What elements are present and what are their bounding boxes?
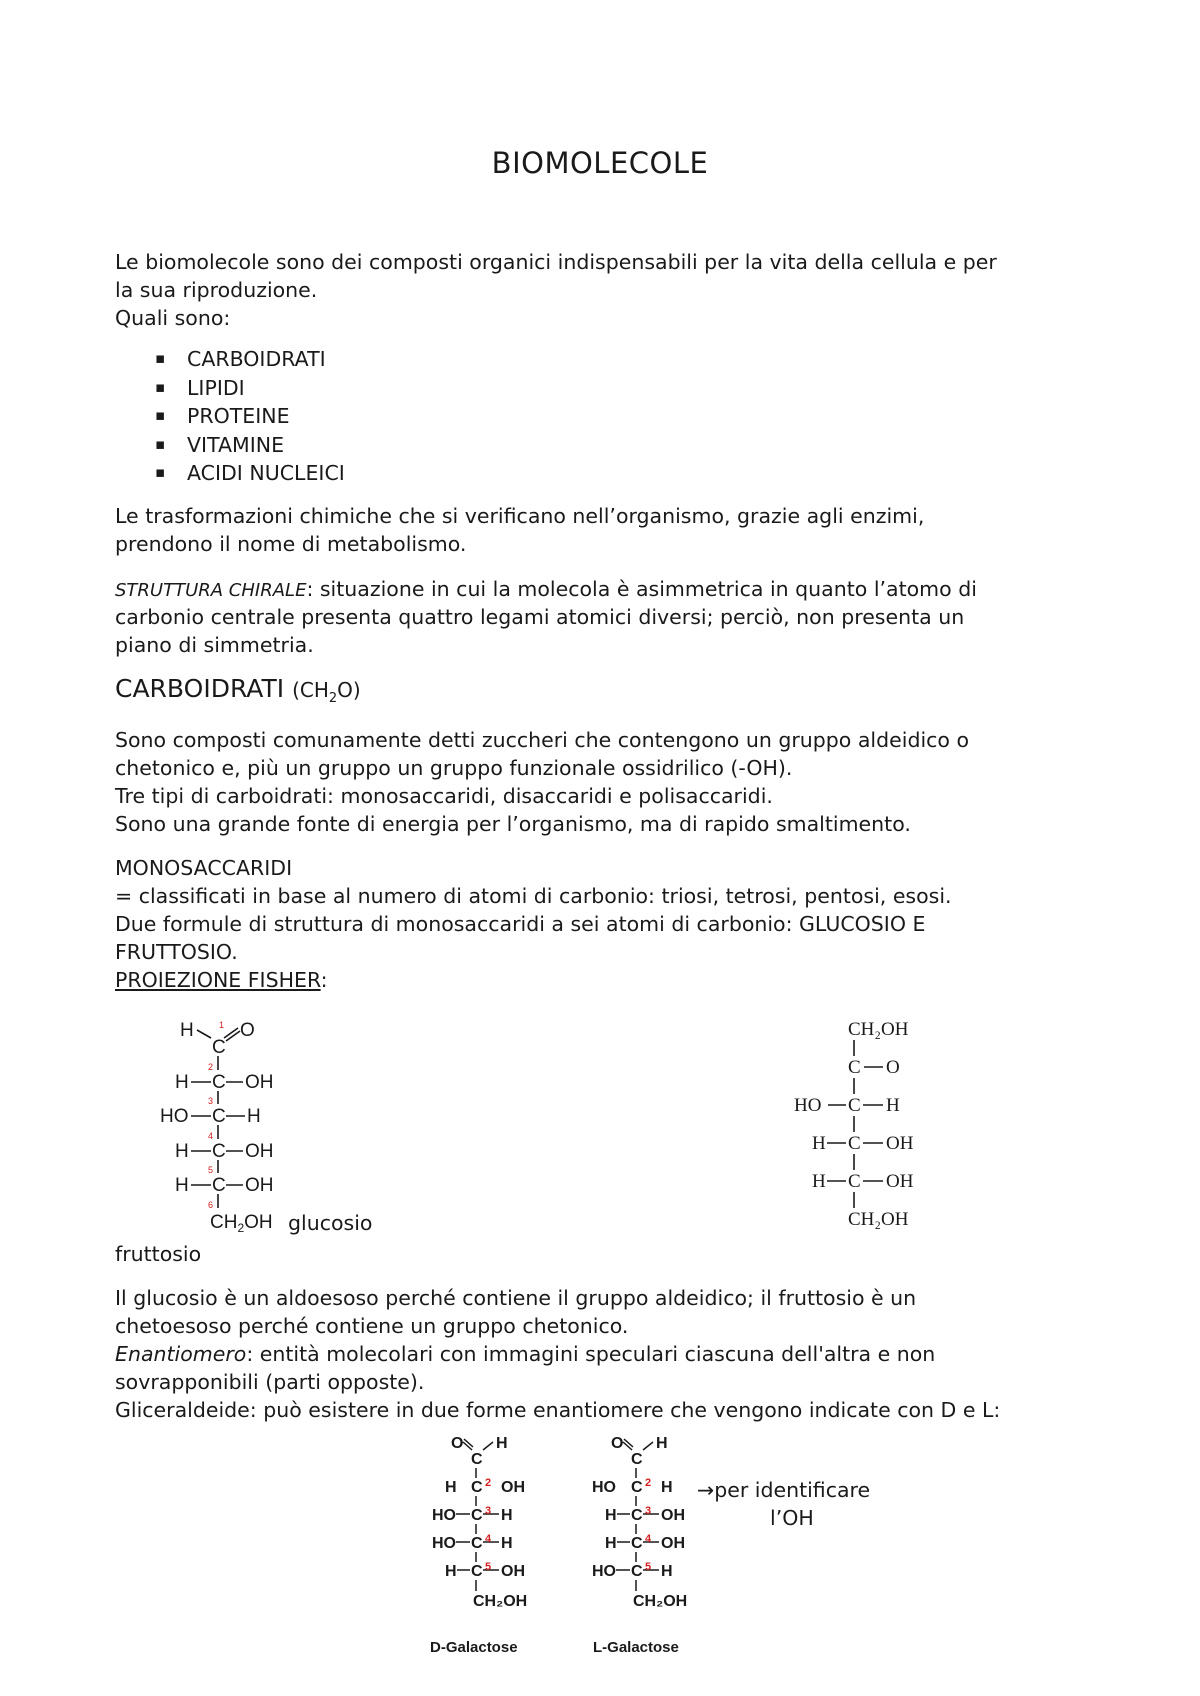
glucose-h4: H xyxy=(175,1141,189,1162)
explain-line-1: Il glucosio è un aldoesoso perché contiene il gruppo aldeidico; il fruttosio è un xyxy=(115,1286,917,1310)
dgal-h5: H xyxy=(445,1563,457,1580)
heading-formula: $(CH_2O)$ xyxy=(292,678,361,706)
dgal-h3: H xyxy=(501,1507,513,1524)
glucose-h3: H xyxy=(247,1106,261,1127)
glucose-h1: H xyxy=(180,1020,194,1041)
dgal-c5: C xyxy=(471,1563,483,1580)
lgal-oh4: OH xyxy=(661,1535,685,1552)
glucose-c3: C xyxy=(212,1106,226,1127)
note-line-1: →per identificare xyxy=(697,1478,871,1502)
lgal-h3: H xyxy=(605,1507,617,1524)
list-item: ▪ VITAMINE xyxy=(155,431,345,460)
glucose-num-5: 5 xyxy=(208,1165,214,1175)
glucose-num-6: 6 xyxy=(208,1200,214,1210)
dgal-num-2: 2 xyxy=(485,1477,492,1489)
lgal-ch2oh: CH₂OH xyxy=(633,1593,688,1610)
enantiomero-label: Enantiomero xyxy=(115,1342,247,1366)
fructose-oh5: OH xyxy=(886,1171,914,1192)
list-item: ▪ ACIDI NUCLEICI xyxy=(155,459,345,488)
dgal-c4: C xyxy=(471,1535,483,1552)
fructose-fisher-projection xyxy=(788,1010,938,1235)
lgal-h4: H xyxy=(605,1535,617,1552)
fisher-label: PROIEZIONE FISHER xyxy=(115,968,321,992)
explain-line-3: Enantiomero: entità molecolari con immagini speculari ciascuna dell'altra e non xyxy=(115,1342,936,1366)
note-line-2: l’OH xyxy=(770,1506,814,1530)
lgal-ho5: HO xyxy=(592,1563,616,1580)
metabolism-line-1: Le trasformazioni chimiche che si verificano nell’organismo, grazie agli enzimi, xyxy=(115,504,925,528)
mono-line-1: MONOSACCARIDI xyxy=(115,856,293,880)
fructose-c5: C xyxy=(848,1171,861,1192)
fructose-label: fruttosio xyxy=(115,1242,202,1266)
list-item: ▪ CARBOIDRATI xyxy=(155,345,345,374)
mono-line-4: FRUTTOSIO. xyxy=(115,940,238,964)
dgal-h1: H xyxy=(496,1435,508,1452)
chirale-label: STRUTTURA CHIRALE xyxy=(115,580,307,601)
dgal-c1: C xyxy=(471,1451,483,1468)
dgal-c2: C xyxy=(471,1479,483,1496)
lgal-oh3: OH xyxy=(661,1507,685,1524)
metabolism-line-2: prendono il nome di metabolismo. xyxy=(115,532,467,556)
biomolecule-list xyxy=(155,345,345,488)
l-galactose-name: L-Galactose xyxy=(593,1639,679,1656)
glucose-oh2: OH xyxy=(245,1072,274,1093)
dgal-ch2oh: CH₂OH xyxy=(473,1593,528,1610)
carbo-line-1: Sono composti comunamente detti zuccheri che contengono un gruppo aldeidico o xyxy=(115,728,970,752)
lgal-num-3: 3 xyxy=(645,1505,652,1517)
glucose-h2: H xyxy=(175,1072,189,1093)
glucose-c5: C xyxy=(212,1175,226,1196)
lgal-o: O xyxy=(611,1435,624,1452)
lgal-c2: C xyxy=(631,1479,643,1496)
fructose-h5: H xyxy=(812,1171,826,1192)
glucose-c4: C xyxy=(212,1141,226,1162)
fructose-oh4: OH xyxy=(886,1133,914,1154)
dgal-num-5: 5 xyxy=(485,1561,492,1573)
list-item: ▪ PROTEINE xyxy=(155,402,345,431)
fructose-ch2oh-bottom: CH₂OH xyxy=(848,1209,909,1230)
page-title: BIOMOLECOLE xyxy=(491,146,709,180)
glucose-c1: C xyxy=(212,1037,226,1058)
glucose-oh5: OH xyxy=(245,1175,274,1196)
dgal-o: O xyxy=(451,1435,464,1452)
arrow-icon: → xyxy=(697,1478,715,1502)
lgal-h1: H xyxy=(656,1435,668,1452)
lgal-c1: C xyxy=(631,1451,643,1468)
fructose-c2: C xyxy=(848,1057,861,1078)
chirale-text: : situazione in cui la molecola è asimmetrica in quanto l’atomo di xyxy=(306,577,977,601)
lgal-num-4: 4 xyxy=(645,1533,652,1545)
dgal-ho4: HO xyxy=(432,1535,456,1552)
lgal-h5: H xyxy=(661,1563,673,1580)
chirale-line-3: piano di simmetria. xyxy=(115,633,314,657)
intro-line-1: Le biomolecole sono dei composti organici indispensabili per la vita della cellula e per xyxy=(115,250,997,274)
mono-line-3: Due formule di struttura di monosaccaridi a sei atomi di carbonio: GLUCOSIO E xyxy=(115,912,926,936)
chirale-line-1 xyxy=(115,575,977,605)
dgal-num-3: 3 xyxy=(485,1505,492,1517)
glucose-num-3: 3 xyxy=(208,1096,214,1106)
lgal-ho2: HO xyxy=(592,1479,616,1496)
chirale-line-2: carbonio centrale presenta quattro legami atomici diversi; perciò, non presenta un xyxy=(115,605,965,629)
explain-line-4: sovrapponibili (parti opposte). xyxy=(115,1370,425,1394)
l-galactose-diagram xyxy=(585,1428,705,1660)
glucose-fisher-projection xyxy=(150,1008,300,1238)
glucose-ho3: HO xyxy=(160,1106,189,1127)
glucose-ch2oh: $CH_2OH$ xyxy=(210,1212,273,1235)
glucose-o1: O xyxy=(240,1020,255,1041)
lgal-c3: C xyxy=(631,1507,643,1524)
glucose-c2: C xyxy=(212,1072,226,1093)
glucose-num-4: 4 xyxy=(208,1131,214,1141)
mono-line-2: = classificati in base al numero di atomi di carbonio: triosi, tetrosi, pentosi, esosi. xyxy=(115,884,952,908)
lgal-num-5: 5 xyxy=(645,1561,652,1573)
glucose-num-2: 2 xyxy=(208,1062,214,1072)
fructose-h3: H xyxy=(886,1095,900,1116)
dgal-oh5: OH xyxy=(501,1563,525,1580)
dgal-h4: H xyxy=(501,1535,513,1552)
carbo-line-2: chetonico e, più un gruppo un gruppo funzionale ossidrilico (-OH). xyxy=(115,756,793,780)
fructose-h4: H xyxy=(812,1133,826,1154)
d-galactose-diagram xyxy=(425,1428,545,1660)
lgal-h2: H xyxy=(661,1479,673,1496)
explain-line-5: Gliceraldeide: può esistere in due forme enantiomere che vengono indicate con D e L: xyxy=(115,1398,1001,1422)
explain-line-2: chetoesoso perché contiene un gruppo chetonico. xyxy=(115,1314,629,1338)
glucose-oh4: OH xyxy=(245,1141,274,1162)
lgal-num-2: 2 xyxy=(645,1477,652,1489)
d-galactose-name: D-Galactose xyxy=(430,1639,518,1656)
carbo-line-3: Tre tipi di carboidrati: monosaccaridi, disaccaridi e polisaccaridi. xyxy=(115,784,773,808)
fructose-c4: C xyxy=(848,1133,861,1154)
fisher-line: PROIEZIONE FISHER: xyxy=(115,968,328,992)
glucose-h5: H xyxy=(175,1175,189,1196)
glucose-num-1: 1 xyxy=(219,1020,225,1030)
intro-line-2: la sua riproduzione. xyxy=(115,278,318,302)
fructose-ch2oh-top: CH₂OH xyxy=(848,1019,909,1040)
glucose-label: glucosio xyxy=(288,1211,373,1235)
lgal-c4: C xyxy=(631,1535,643,1552)
intro-line-3: Quali sono: xyxy=(115,306,231,330)
fructose-ho3: HO xyxy=(794,1095,822,1116)
fructose-o2: O xyxy=(886,1057,900,1078)
lgal-c5: C xyxy=(631,1563,643,1580)
heading-text: CARBOIDRATI xyxy=(115,674,285,703)
dgal-num-4: 4 xyxy=(485,1533,492,1545)
list-item: ▪ LIPIDI xyxy=(155,374,345,403)
dgal-oh2: OH xyxy=(501,1479,525,1496)
dgal-ho3: HO xyxy=(432,1507,456,1524)
carbo-line-4: Sono una grande fonte di energia per l’organismo, ma di rapido smaltimento. xyxy=(115,812,911,836)
fructose-c3: C xyxy=(848,1095,861,1116)
dgal-c3: C xyxy=(471,1507,483,1524)
dgal-h2: H xyxy=(445,1479,457,1496)
section-heading-carboidrati xyxy=(115,674,361,706)
